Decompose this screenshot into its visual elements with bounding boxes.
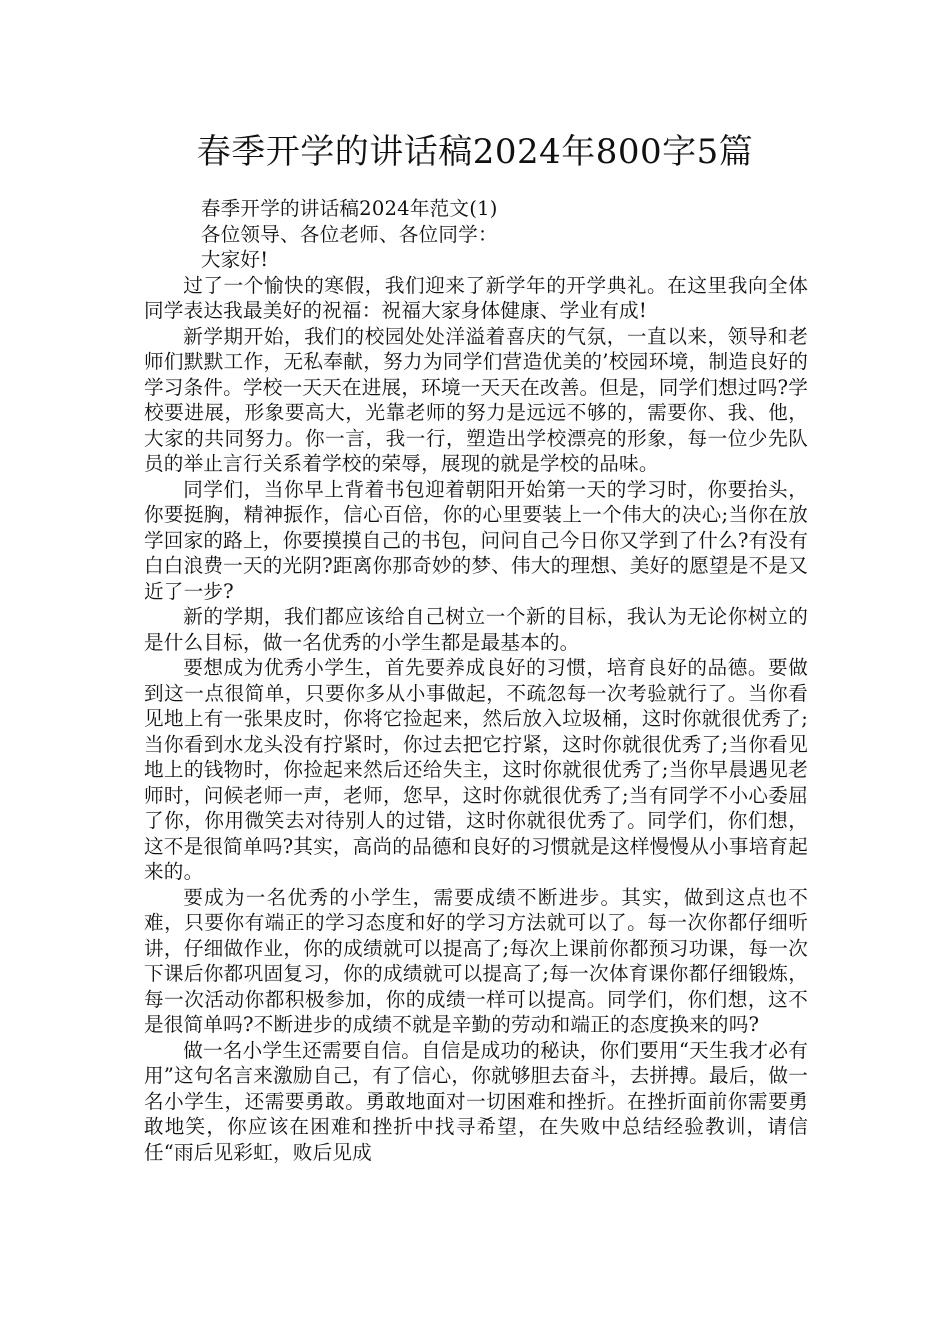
paragraph: 新的学期，我们都应该给自己树立一个新的目标，我认为无论你树立的是什么目标，做一名优秀的小学生都是最基本的。	[144, 605, 808, 654]
document-body	[144, 196, 808, 1165]
salutation: 各位领导、各位老师、各位同学：	[200, 222, 498, 246]
document-title: 春季开学的讲话稿2024年800字5篇	[196, 132, 754, 172]
paragraph: 要想成为优秀小学生，首先要养成良好的习惯，培育良好的品德。要做到这一点很简单，只要你多从小事做起，不疏忽每一次考验就行了。当你看见地上有一张果皮时，你将它捡起来，然后放入垃圾桶，这时你就很优秀了;当你看到水龙头没有拧紧时，你过去把它拧紧，这时你就很优秀了;当你看见地上的钱物时，你捡起来然后还给失主，这时你就很优秀了;当你早晨遇见老师时，问候老师一声，老师，您早，这时你就很优秀了;当有同学不小心委屈了你，你用微笑去对待别人的过错，这时你就很优秀了。同学们，你们想，这不是很简单吗?其实，高尚的品德和良好的习惯就是这样慢慢从小事培育起来的。	[144, 656, 808, 883]
greeting: 大家好!	[200, 248, 269, 271]
paragraph: 过了一个愉快的寒假，我们迎来了新学年的开学典礼。在这里我向全体同学表达我最美好的祝福：祝福大家身体健康、学业有成!	[144, 273, 808, 322]
paragraph: 做一名小学生还需要自信。自信是成功的秘诀，你们要用“天生我才必有用”这句名言来激励自己，有了信心，你就够胆去奋斗，去拼搏。最后，做一名小学生，还需要勇敢。勇敢地面对一切困难和挫折。在挫折面前你需要勇敢地笑，你应该在困难和挫折中找寻希望，在失败中总结经验教训，请信任“雨后见彩虹，败后见成	[144, 1038, 808, 1164]
paragraph: 新学期开始，我们的校园处处洋溢着喜庆的气氛，一直以来，领导和老师们默默工作，无私奉献，努力为同学们营造优美的’校园环境，制造良好的学习条件。学校一天天在进展，环境一天天在改善。但是，同学们想过吗?学校要进展，形象要高大，光靠老师的努力是远远不够的，需要你、我、他，大家的共同努力。你一言，我一行，塑造出学校漂亮的形象，每一位少先队员的举止言行关系着学校的荣辱，展现的就是学校的品味。	[144, 324, 808, 475]
section-heading: 春季开学的讲话稿2024年范文(1)	[200, 197, 498, 220]
paragraph: 同学们，当你早上背着书包迎着朝阳开始第一天的学习时，你要抬头，你要挺胸，精神振作，信心百倍，你的心里要装上一个伟大的决心;当你在放学回家的路上，你要摸摸自己的书包，问问自己今日你又学到了什么?有没有白白浪费一天的光阴?距离你那奇妙的梦、伟大的理想、美好的愿望是不是又近了一步?	[144, 477, 808, 603]
paragraph: 要成为一名优秀的小学生，需要成绩不断进步。其实，做到这点也不难，只要你有端正的学习态度和好的学习方法就可以了。每一次你都仔细听讲，仔细做作业，你的成绩就可以提高了;每次上课前你都预习功课，每一次下课后你都巩固复习，你的成绩就可以提高了;每一次体育课你都仔细锻炼，每一次活动你都积极参加，你的成绩一样可以提高。同学们，你们想，这不是很简单吗?不断进步的成绩不就是辛勤的劳动和端正的态度换来的吗?	[144, 885, 808, 1036]
